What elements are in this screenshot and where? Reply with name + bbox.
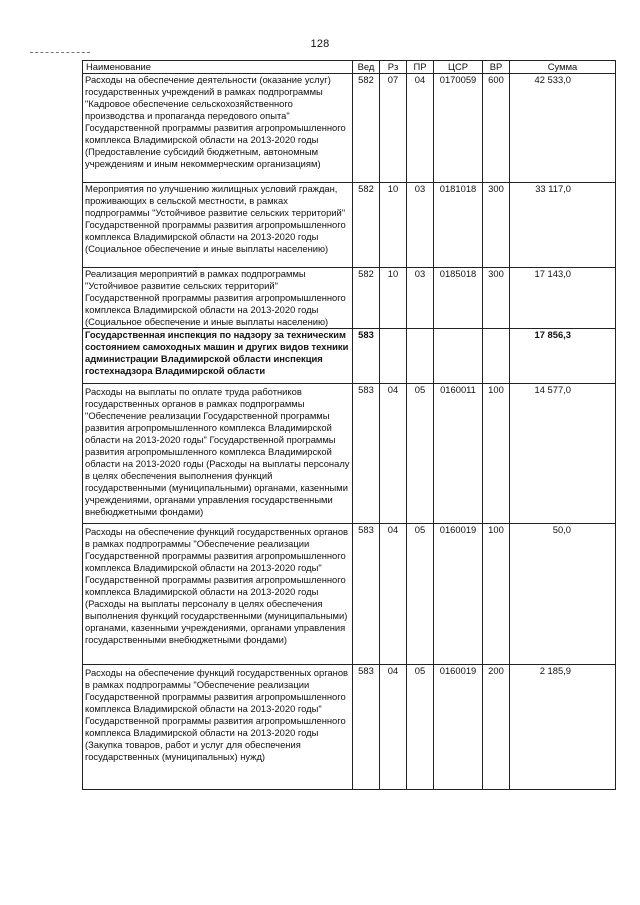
- header-pr: ПР: [407, 61, 434, 74]
- cell-rz: 04: [380, 384, 407, 524]
- cell-name: Расходы на обеспечение функций государственных органов в рамках подпрограммы "Обеспечение реализации Государственной программы развития агропромышленного комплекса Владимирской области на 2013-2020 годы" Государственной программы развития агропромышленного комплекса Владимирской области на 2013-2020 годы (Закупка товаров, работ и услуг для обеспечения государственных (муниципальных) нужд): [83, 665, 353, 790]
- page-number: 128: [310, 38, 330, 50]
- cell-pr: 05: [407, 665, 434, 790]
- cell-pr: 04: [407, 74, 434, 183]
- header-vr: ВР: [483, 61, 510, 74]
- header-name: Наименование: [83, 61, 353, 74]
- cell-vr: 100: [483, 384, 510, 524]
- cell-rz: 10: [380, 268, 407, 329]
- cell-ved: 582: [353, 183, 380, 268]
- cell-vr: 200: [483, 665, 510, 790]
- cell-name: Расходы на обеспечение деятельности (оказание услуг) государственных учреждений в рамках подпрограммы "Кадровое обеспечение сельскохозяйственного производства и пропаганда передового опыта" Государственной программы развития агропромышленного комплекса Владимирской области на 2013-2020 годы (Предоставление субсидий бюджетным, автономным учреждениям и иным некоммерческим организациям): [83, 74, 353, 183]
- header-ved: Вед: [353, 61, 380, 74]
- cell-csr: 0160019: [434, 524, 483, 665]
- cell-vr: 300: [483, 183, 510, 268]
- cell-vr: 300: [483, 268, 510, 329]
- cell-vr: 600: [483, 74, 510, 183]
- cell-sum: 42 533,0: [510, 74, 616, 183]
- cell-name: Мероприятия по улучшению жилищных условий граждан, проживающих в сельской местности, в рамках подпрограммы "Устойчивое развитие сельских территорий" Государственной программы развития агропромышленного комплекса Владимирской области на 2013-2020 годы (Социальное обеспечение и иные выплаты населению): [83, 183, 353, 268]
- cell-ved: 583: [353, 329, 380, 384]
- cell-csr: [434, 329, 483, 384]
- table-row: [83, 183, 616, 268]
- cell-vr: 100: [483, 524, 510, 665]
- cell-ved: 583: [353, 524, 380, 665]
- table-header-row: [83, 61, 616, 74]
- cell-sum: 17 143,0: [510, 268, 616, 329]
- cell-rz: 04: [380, 524, 407, 665]
- cell-pr: 03: [407, 183, 434, 268]
- cell-sum: 50,0: [510, 524, 616, 665]
- cell-pr: [407, 329, 434, 384]
- cell-csr: 0185018: [434, 268, 483, 329]
- header-csr: ЦСР: [434, 61, 483, 74]
- cell-ved: 583: [353, 665, 380, 790]
- cell-name: Расходы на обеспечение функций государственных органов в рамках подпрограммы "Обеспечение реализации Государственной программы развития агропромышленного комплекса Владимирской области на 2013-2020 годы" Государственной программы развития агропромышленного комплекса Владимирской области на 2013-2020 годы (Расходы на выплаты персоналу в целях обеспечения выполнения функций государственными (муниципальными) органами, казенными учреждениями, органами управления государственными внебюджетными фондами): [83, 524, 353, 665]
- header-rz: Рз: [380, 61, 407, 74]
- table-row: [83, 524, 616, 665]
- cell-pr: 05: [407, 384, 434, 524]
- cell-csr: 0181018: [434, 183, 483, 268]
- cell-sum: 2 185,9: [510, 665, 616, 790]
- cell-ved: 582: [353, 74, 380, 183]
- header-sum: Сумма: [510, 61, 616, 74]
- cell-pr: 05: [407, 524, 434, 665]
- cell-csr: 0170059: [434, 74, 483, 183]
- scan-artifact-line: [30, 52, 90, 56]
- table-row: [83, 74, 616, 183]
- cell-name: Реализация мероприятий в рамках подпрограммы "Устойчивое развитие сельских территорий" Государственной программы развития агропромышленного комплекса Владимирской области на 2013-2020 годы (Социальное обеспечение и иные выплаты населению): [83, 268, 353, 329]
- cell-ved: 583: [353, 384, 380, 524]
- budget-table: [82, 60, 616, 790]
- cell-csr: 0160019: [434, 665, 483, 790]
- cell-name: Государственная инспекция по надзору за техническим состоянием самоходных машин и других видов техники администрации Владимирской области инспекция гостехнадзора Владимирской области: [83, 329, 353, 384]
- cell-rz: [380, 329, 407, 384]
- cell-name: Расходы на выплаты по оплате труда работников государственных органов в рамках подпрограммы "Обеспечение реализации Государственной программы развития агропромышленного комплекса Владимирской области на 2013-2020 годы" Государственной программы развития агропромышленного комплекса Владимирской области на 2013-2020 годы (Расходы на выплаты персоналу в целях обеспечения выполнения функций государственными (муниципальными) органами, казенными учреждениями, органами управления государственными внебюджетными фондами): [83, 384, 353, 524]
- cell-vr: [483, 329, 510, 384]
- cell-rz: 07: [380, 74, 407, 183]
- cell-rz: 04: [380, 665, 407, 790]
- cell-ved: 582: [353, 268, 380, 329]
- cell-csr: 0160011: [434, 384, 483, 524]
- cell-rz: 10: [380, 183, 407, 268]
- cell-pr: 03: [407, 268, 434, 329]
- table-row: [83, 268, 616, 329]
- cell-sum: 33 117,0: [510, 183, 616, 268]
- table-row-section: [83, 329, 616, 384]
- cell-sum: 14 577,0: [510, 384, 616, 524]
- table-row: [83, 384, 616, 524]
- table-row: [83, 665, 616, 790]
- cell-sum: 17 856,3: [510, 329, 616, 384]
